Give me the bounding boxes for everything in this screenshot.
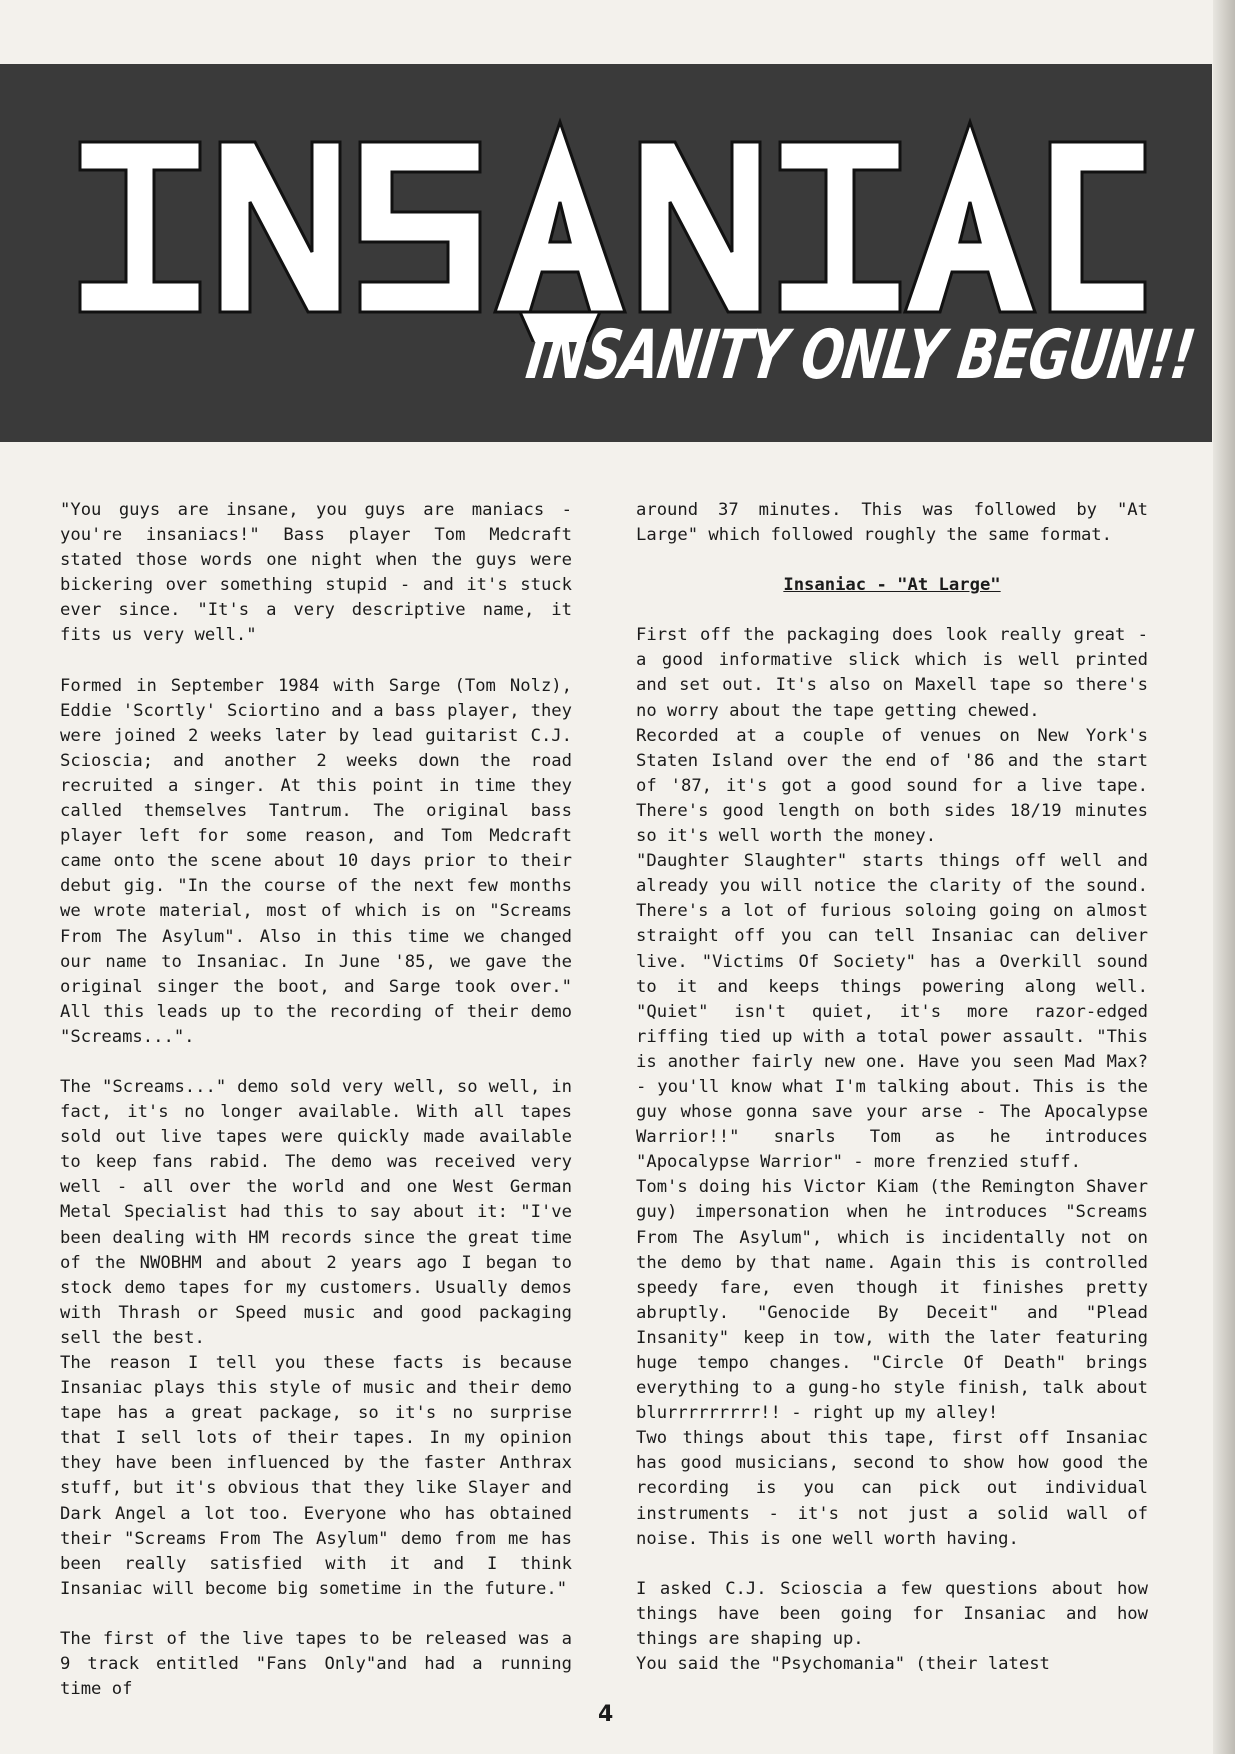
intro-paragraph: "You guys are insane, you guys are maniacs - you're insaniacs!" Bass player Tom Medcraft stated those words one night when the guys were bickering over something stupid - and it's stuck ever since. "It's a very descriptive name, it fits us very well." bbox=[60, 500, 572, 646]
insaniac-logo bbox=[50, 102, 1150, 342]
interview-question: You said the "Psychomania" (their latest bbox=[636, 1654, 1050, 1675]
review-asylum: Tom's doing his Victor Kiam (the Remington Shaver guy) impersonation when he introduces "Screams From The Asylum", which is incidentally not on the demo by that name. Again this is controlled speedy fare, even though it finishes pretty abruptly. "Genocide By Deceit" and "Plead Insanity" keep in tow, with the later featuring huge tempo changes. "Circle Of Death" brings everything to a gung-ho style finish, talk about blurrrrrrrrr!! - right up my alley! bbox=[636, 1177, 1148, 1424]
quote-paragraph: The reason I tell you these facts is because Insaniac plays this style of music and their demo tape has a great package, so it's no surprise that I sell lots of their tapes. In my opinion they have been influenced by the faster Anthrax stuff, but it's obvious that they like Slayer and Dark Angel a lot too. Everyone who has obtained their "Screams From The Asylum" demo from me has been really satisfied with it and I think Insaniac will become big sometime in the future." bbox=[60, 1353, 572, 1599]
review-packaging: First off the packaging does look really great - a good informative slick which is well printed and set out. It's also on Maxell tape so there's no worry about the tape getting chewed. bbox=[636, 625, 1148, 721]
review-recording: Recorded at a couple of venues on New York's Staten Island over the end of '86 and the start of '87, it's got a good sound for a live tape. There's good length on both sides 18/19 minutes so it's well worth the money. bbox=[636, 725, 1148, 847]
right-column bbox=[636, 498, 1148, 1677]
review-heading: Insaniac - "At Large" bbox=[783, 575, 1001, 596]
continued-paragraph: around 37 minutes. This was followed by "At Large" which followed roughly the same format. bbox=[636, 500, 1148, 546]
formation-paragraph: Formed in September 1984 with Sarge (Tom Nolz), Eddie 'Scortly' Sciortino and a bass player, they were joined 2 weeks later by lead guitarist C.J. Scioscia; and another 2 weeks down the road recruited a singer. At this point in time they called themselves Tantrum. The original bass player left for some reason, and Tom Medcraft came onto the scene about 10 days prior to their debut gig. "In the course of the next few months we wrote material, most of which is on "Screams From The Asylum". Also in this time we changed our name to Insaniac. In June '85, we gave the original singer the boot, and Sarge took over." All this leads up to the recording of their demo "Screams...". bbox=[60, 675, 572, 1047]
tagline: INSANITY ONLY BEGUN!! bbox=[522, 315, 1200, 394]
page-edge-shadow bbox=[1213, 0, 1235, 1754]
interview-intro: I asked C.J. Scioscia a few questions about how things have been going for Insaniac and how things are shaping up. bbox=[636, 1578, 1148, 1649]
page-number: 4 bbox=[598, 1702, 614, 1727]
title-banner bbox=[0, 64, 1212, 442]
left-column bbox=[60, 498, 572, 1727]
review-verdict: Two things about this tape, first off Insaniac has good musicians, second to show how good the recording is you can pick out individual instruments - it's not just a solid wall of noise. This is one well worth having. bbox=[636, 1428, 1148, 1549]
demo-paragraph: The "Screams..." demo sold very well, so well, in fact, it's no longer available. With all tapes sold out live tapes were quickly made available to keep fans rabid. The demo was received very well - all over the world and one West German Metal Specialist had this to say about it: "I've been dealing with HM records since the great time of the NWOBHM and about 2 years ago I began to stock demo tapes for my customers. Usually demos with Thrash or Speed music and good packaging sell the best. bbox=[60, 1076, 572, 1348]
review-tracks: "Daughter Slaughter" starts things off well and already you will notice the clarity of the sound. There's a lot of furious soloing going on almost straight off you can tell Insaniac can deliver live. "Victims Of Society" has a Overkill sound to it and keeps things powering along well. "Quiet" isn't quiet, it's more razor-edged riffing tied up with a total power assault. "This is another fairly new one. Have you seen Mad Max? - you'll know what I'm talking about. This is the guy whose gonna save your arse - The Apocalypse Warrior!!" snarls Tom as he introduces "Apocalypse Warrior" - more frenzied stuff. bbox=[636, 851, 1148, 1173]
live-tapes-paragraph: The first of the live tapes to be released was a 9 track entitled "Fans Only"and had a running time of bbox=[60, 1628, 572, 1700]
